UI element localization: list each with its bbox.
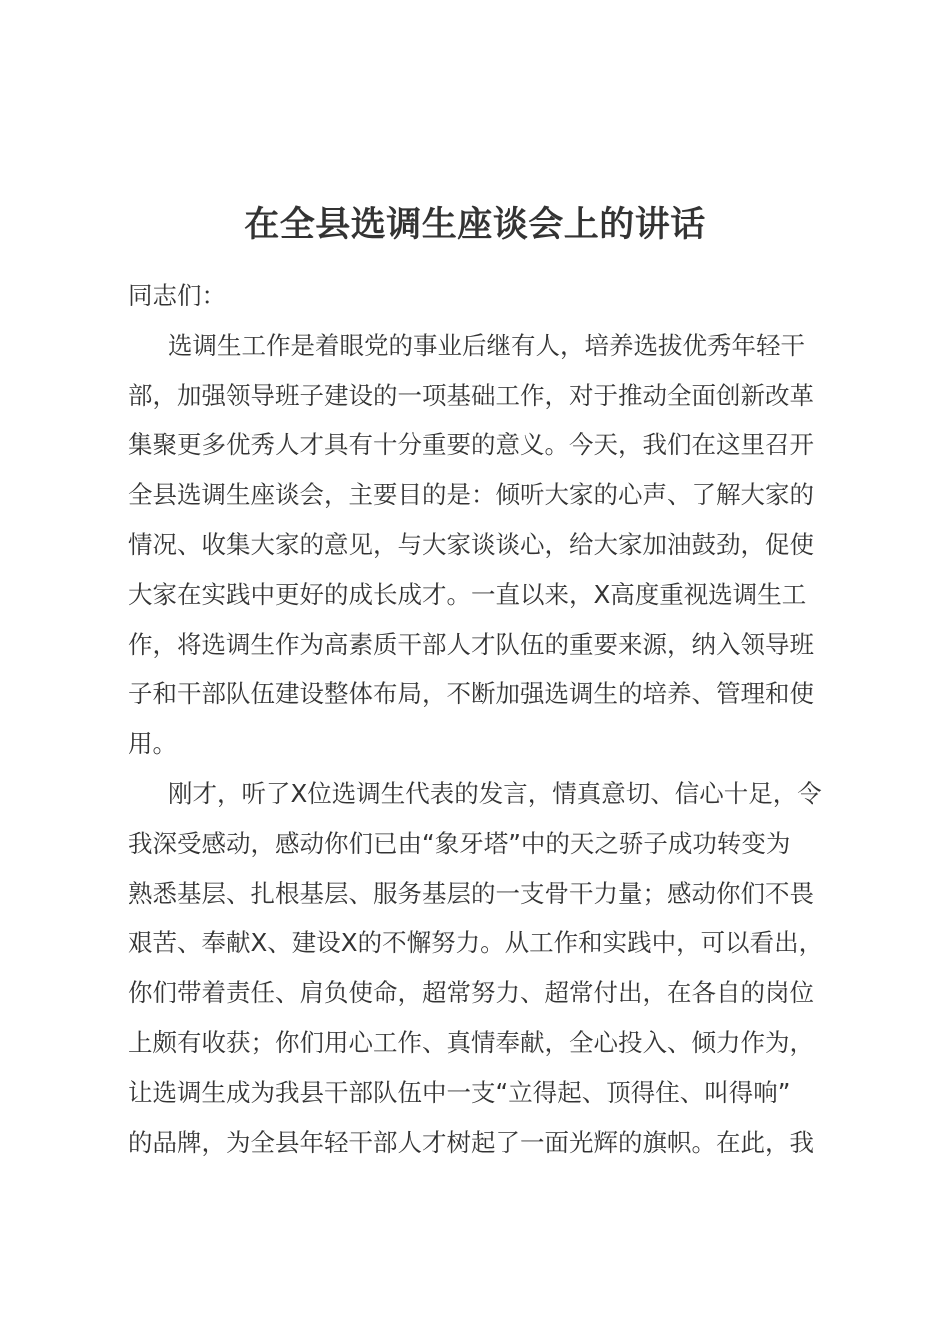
paragraph-2-line: 你们带着责任、肩负使命，超常努力、超常付出，在各自的岗位	[128, 978, 814, 1008]
paragraph-1-line: 用。	[128, 729, 177, 759]
paragraph-2-line: 刚才，听了X位选调生代表的发言，情真意切、信心十足，令	[168, 778, 822, 808]
paragraph-2-line: 我深受感动，感动你们已由“象牙塔”中的天之骄子成功转变为	[128, 828, 791, 858]
paragraph-1-line: 作，将选调生作为高素质干部人才队伍的重要来源，纳入领导班	[128, 629, 814, 659]
document-title: 在全县选调生座谈会上的讲话	[244, 205, 706, 245]
document-body	[128, 271, 850, 1167]
paragraph-2-line: 让选调生成为我县干部队伍中一支“立得起、顶得住、叫得响”	[128, 1077, 791, 1107]
paragraph-1-line: 子和干部队伍建设整体布局，不断加强选调生的培养、管理和使	[128, 679, 814, 709]
paragraph-2-line: 的品牌，为全县年轻干部人才树起了一面光辉的旗帜。在此，我	[128, 1127, 814, 1157]
paragraph-2-line: 艰苦、奉献X、建设X的不懈努力。从工作和实践中，可以看出，	[128, 928, 824, 958]
salutation: 同志们：	[128, 281, 226, 310]
paragraph-1-line: 集聚更多优秀人才具有十分重要的意义。今天，我们在这里召开	[128, 430, 814, 460]
paragraph-1-line: 部，加强领导班子建设的一项基础工作，对于推动全面创新改革	[128, 380, 814, 410]
paragraph-1-line: 全县选调生座谈会，主要目的是：倾听大家的心声、了解大家的	[128, 480, 814, 510]
paragraph-1-line: 选调生工作是着眼党的事业后继有人，培养选拔优秀年轻干	[168, 330, 805, 360]
paragraph-2-line: 上颇有收获；你们用心工作、真情奉献，全心投入、倾力作为，	[128, 1027, 814, 1057]
paragraph-1-line: 情况、收集大家的意见，与大家谈谈心，给大家加油鼓劲，促使	[128, 529, 814, 559]
paragraph-1-line: 大家在实践中更好的成长成才。一直以来，X高度重视选调生工	[128, 579, 807, 609]
paragraph-2-line: 熟悉基层、扎根基层、服务基层的一支骨干力量；感动你们不畏	[128, 878, 814, 908]
